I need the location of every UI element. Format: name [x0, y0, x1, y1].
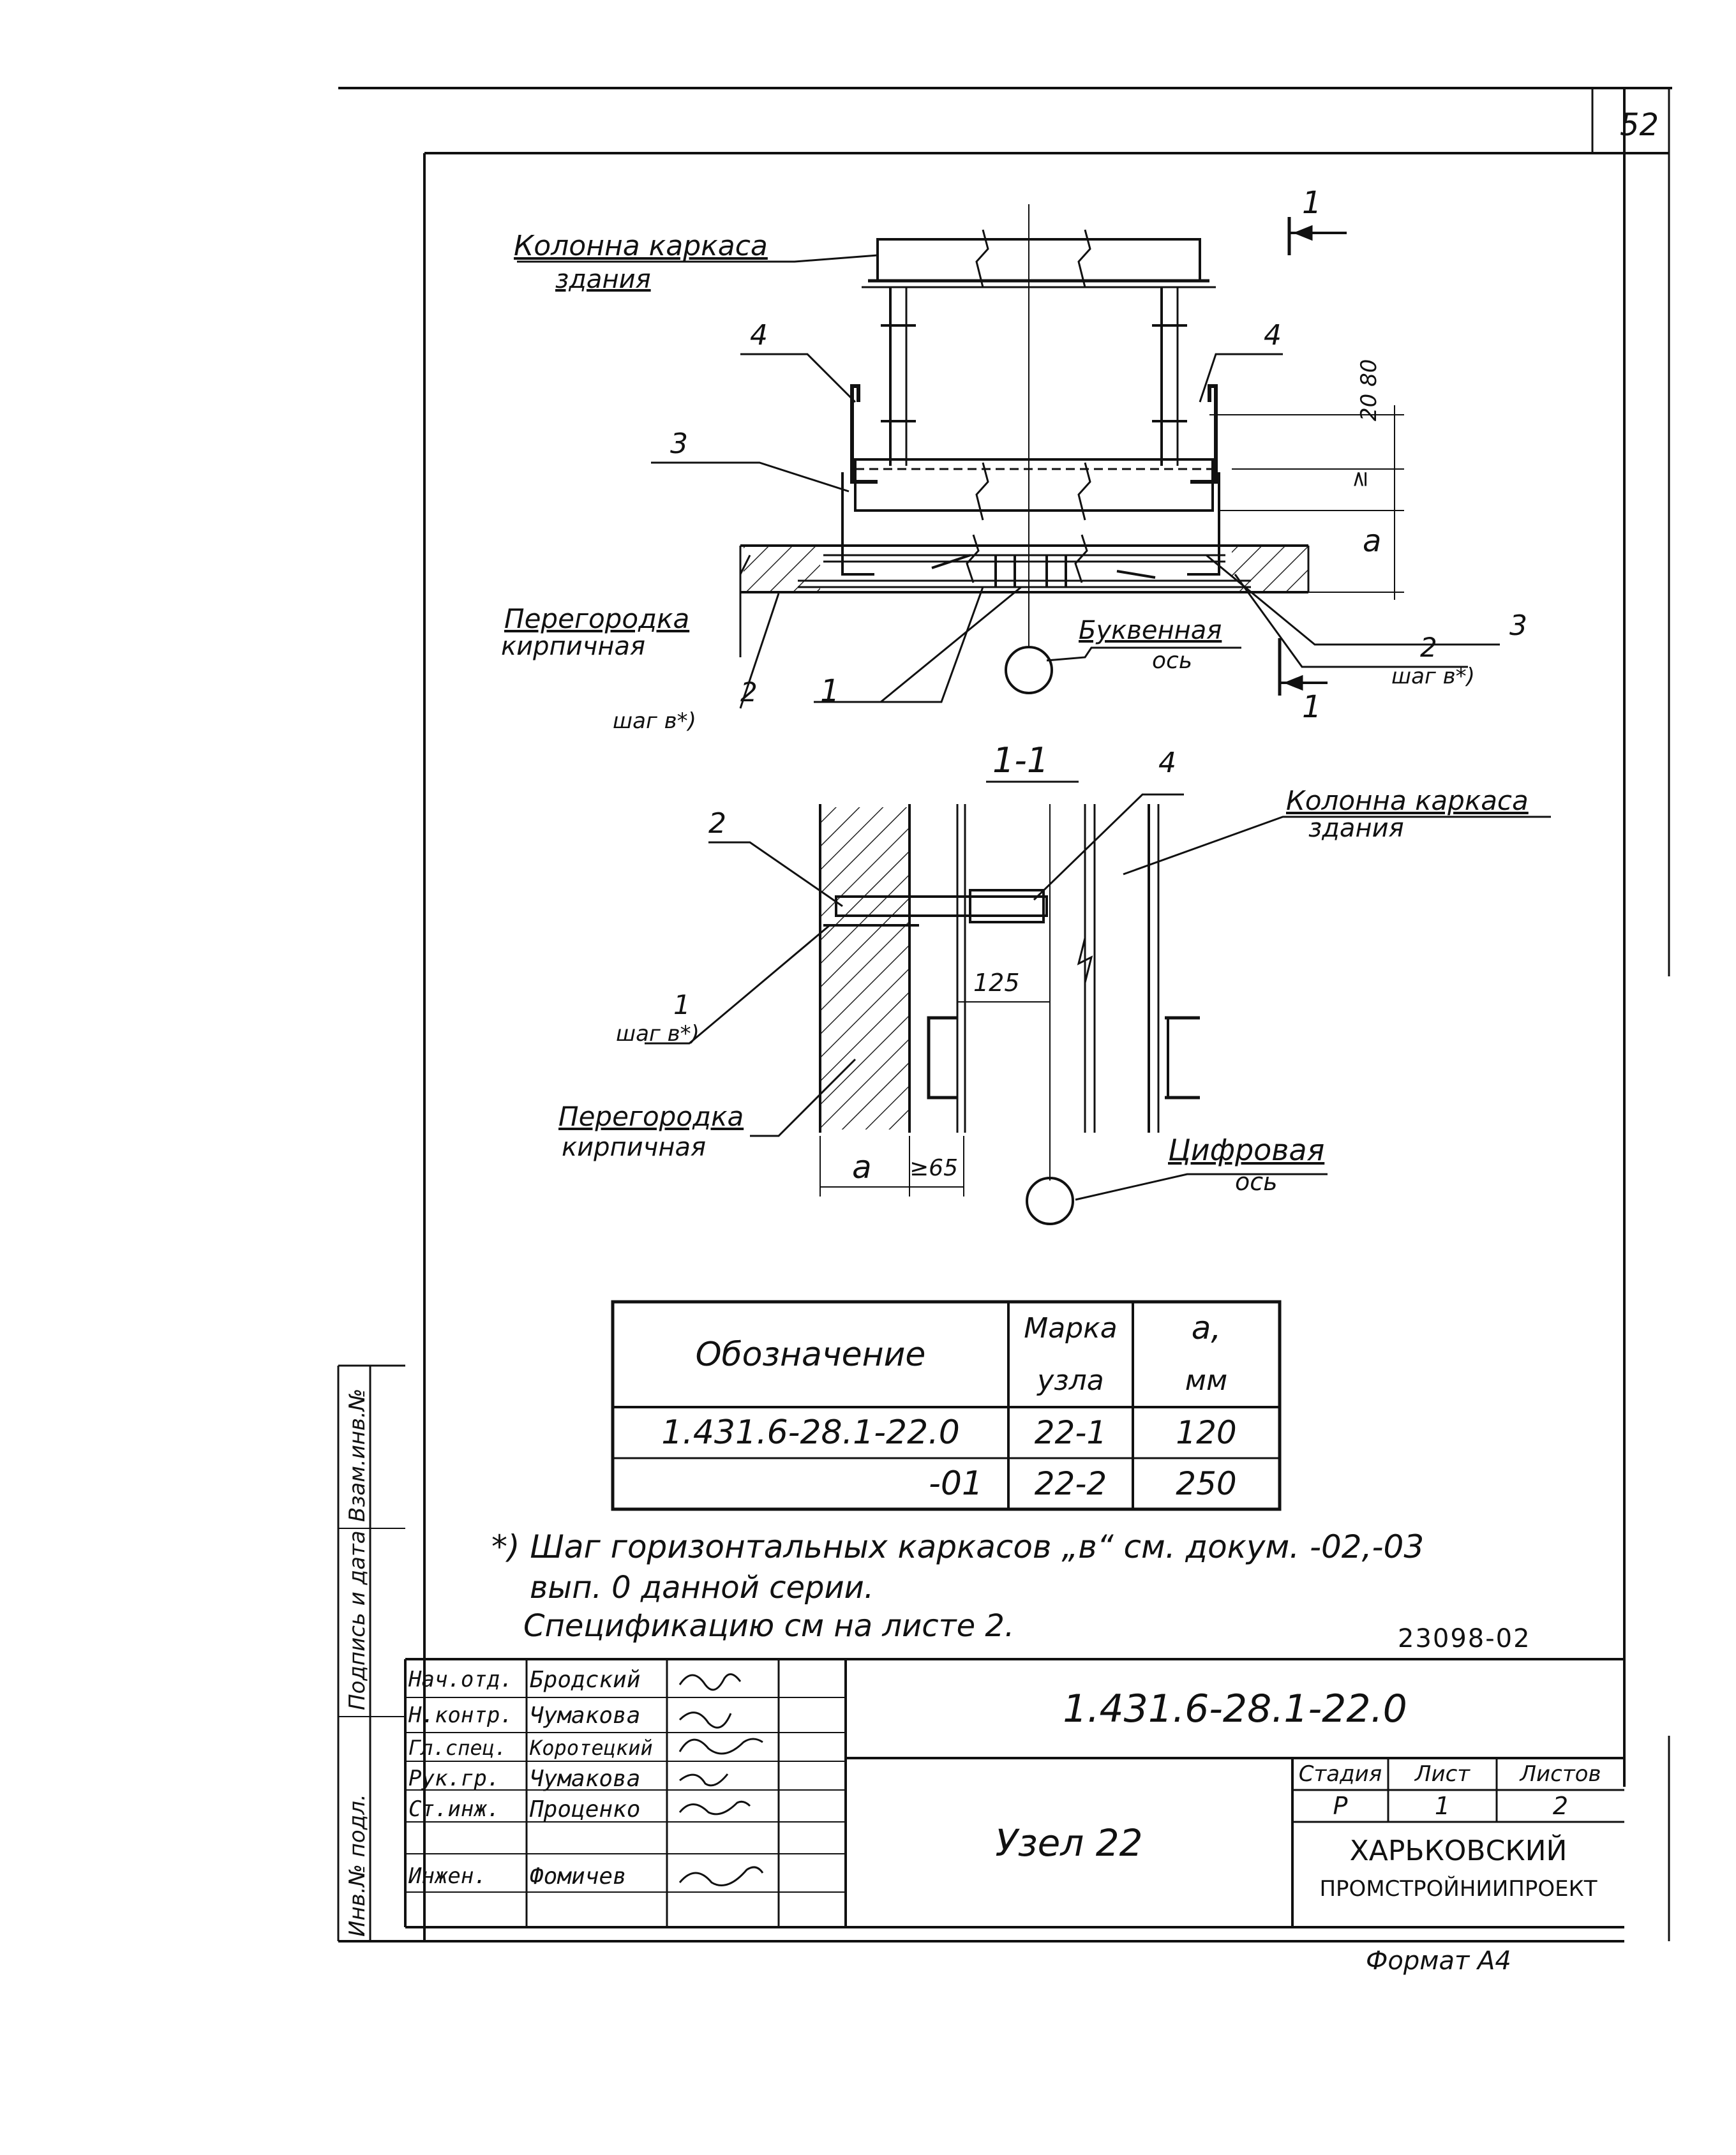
side-stamp-field-3: Инв.№ подл. — [345, 1794, 370, 1937]
plan-dim-20-80: 20 80 — [1356, 359, 1382, 421]
tb-format: Формат А4 — [1366, 1946, 1511, 1976]
section-callout-step: шаг в*) — [616, 1021, 700, 1047]
note-line-3: Спецификацию см на листе 2. — [523, 1608, 1015, 1644]
section-label-column-1: Колонна каркаса — [1286, 785, 1529, 816]
table-header-a-1: а, — [1191, 1309, 1222, 1346]
tb-sheet: 1 — [1434, 1792, 1451, 1820]
plan-callout-1: 1 — [820, 673, 840, 709]
section-view — [645, 782, 1551, 1224]
table-row-2-a: 250 — [1176, 1465, 1237, 1502]
tb-role-1: Нач.отд. — [408, 1667, 513, 1692]
tb-sheet-name: Узел 22 — [995, 1821, 1143, 1865]
tb-role-3: Гл.спец. — [408, 1736, 507, 1760]
section-callout-2: 2 — [708, 807, 726, 840]
plan-label-letter-axis-2: ось — [1152, 648, 1193, 674]
tb-name-5: Проценко — [530, 1796, 641, 1823]
plan-dim-a: а — [1363, 523, 1382, 559]
plan-callout-step-left: шаг в*) — [613, 708, 696, 734]
plan-callout-3-left: 3 — [670, 428, 688, 460]
tb-designation: 1.431.6-28.1-22.0 — [1063, 1686, 1407, 1731]
tb-name-2: Чумакова — [530, 1703, 641, 1729]
tb-stage-label: Стадия — [1298, 1761, 1382, 1787]
plan-callout-4-right: 4 — [1264, 319, 1282, 352]
plan-callout-2-right: 2 — [1420, 632, 1437, 663]
tb-name-7: Фомичев — [530, 1863, 627, 1890]
tb-stage: Р — [1333, 1792, 1348, 1820]
archive-number: 23098-02 — [1398, 1624, 1531, 1653]
section-callout-1: 1 — [673, 989, 691, 1020]
table-header-mark-2: узла — [1037, 1364, 1104, 1397]
plan-label-partition-1: Перегородка — [504, 603, 690, 634]
section-callout-4: 4 — [1158, 747, 1176, 779]
tb-role-2: Н.контр. — [408, 1703, 513, 1728]
section-dim-125: 125 — [973, 969, 1020, 997]
tb-sheets: 2 — [1552, 1792, 1569, 1820]
plan-dim-ge: ≥ — [1347, 470, 1372, 488]
tb-name-3: Коротецкий — [530, 1736, 653, 1760]
section-mark-top: 1 — [1302, 185, 1322, 221]
tb-role-7: Инжен. — [408, 1863, 487, 1889]
plan-label-column-2: здания — [555, 265, 651, 294]
tb-sheet-label: Лист — [1414, 1761, 1470, 1787]
table-header-mark-1: Марка — [1024, 1311, 1118, 1345]
table-row-1-designation: 1.431.6-28.1-22.0 — [661, 1413, 960, 1452]
tb-organization-1: ХАРЬКОВСКИЙ — [1349, 1834, 1568, 1867]
tb-role-4: Рук.гр. — [408, 1766, 500, 1791]
table-row-2-mark: 22-2 — [1034, 1465, 1107, 1502]
table-row-2-designation: -01 — [929, 1465, 983, 1503]
section-label-digit-axis-1: Цифровая — [1168, 1133, 1325, 1167]
tb-role-5: Ст.инж. — [408, 1796, 500, 1822]
plan-callout-4-left: 4 — [750, 319, 768, 352]
section-label-column-2: здания — [1308, 814, 1404, 843]
side-stamp-field-1: Взам.инв.№ — [345, 1388, 370, 1522]
section-label-partition-2: кирпичная — [562, 1133, 707, 1162]
table-header-a-2: мм — [1185, 1364, 1228, 1397]
plan-label-letter-axis-1: Буквенная — [1079, 616, 1222, 645]
section-dim-65: ≥65 — [909, 1155, 958, 1181]
tb-name-1: Бродский — [530, 1667, 641, 1693]
page-number: 52 — [1620, 107, 1659, 143]
table-row-1-a: 120 — [1176, 1414, 1237, 1451]
plan-label-partition-2: кирпичная — [501, 632, 646, 661]
plan-label-column-1: Колонна каркаса — [514, 230, 768, 262]
plan-callout-3-right: 3 — [1509, 609, 1527, 642]
note-line-2: вып. 0 данной серии. — [530, 1570, 874, 1606]
section-label-digit-axis-2: ось — [1235, 1168, 1278, 1196]
tb-name-4: Чумакова — [530, 1766, 641, 1792]
plan-callout-step-right: шаг в*) — [1391, 664, 1475, 689]
side-stamp-field-2: Подпись и дата — [345, 1530, 370, 1710]
section-mark-bottom: 1 — [1302, 689, 1322, 725]
table-header-designation: Обозначение — [695, 1335, 926, 1374]
tb-sheets-label: Листов — [1520, 1761, 1601, 1787]
section-title: 1-1 — [992, 740, 1049, 780]
section-label-partition-1: Перегородка — [558, 1101, 744, 1132]
tb-organization-2: ПРОМСТРОЙНИИПРОЕКТ — [1319, 1876, 1598, 1902]
section-dim-a: а — [852, 1149, 872, 1186]
note-line-1: *) Шаг горизонтальных каркасов „в“ см. докум. -02,-03 — [491, 1528, 1425, 1565]
plan-callout-2-left: 2 — [740, 676, 758, 708]
table-row-1-mark: 22-1 — [1034, 1414, 1107, 1451]
